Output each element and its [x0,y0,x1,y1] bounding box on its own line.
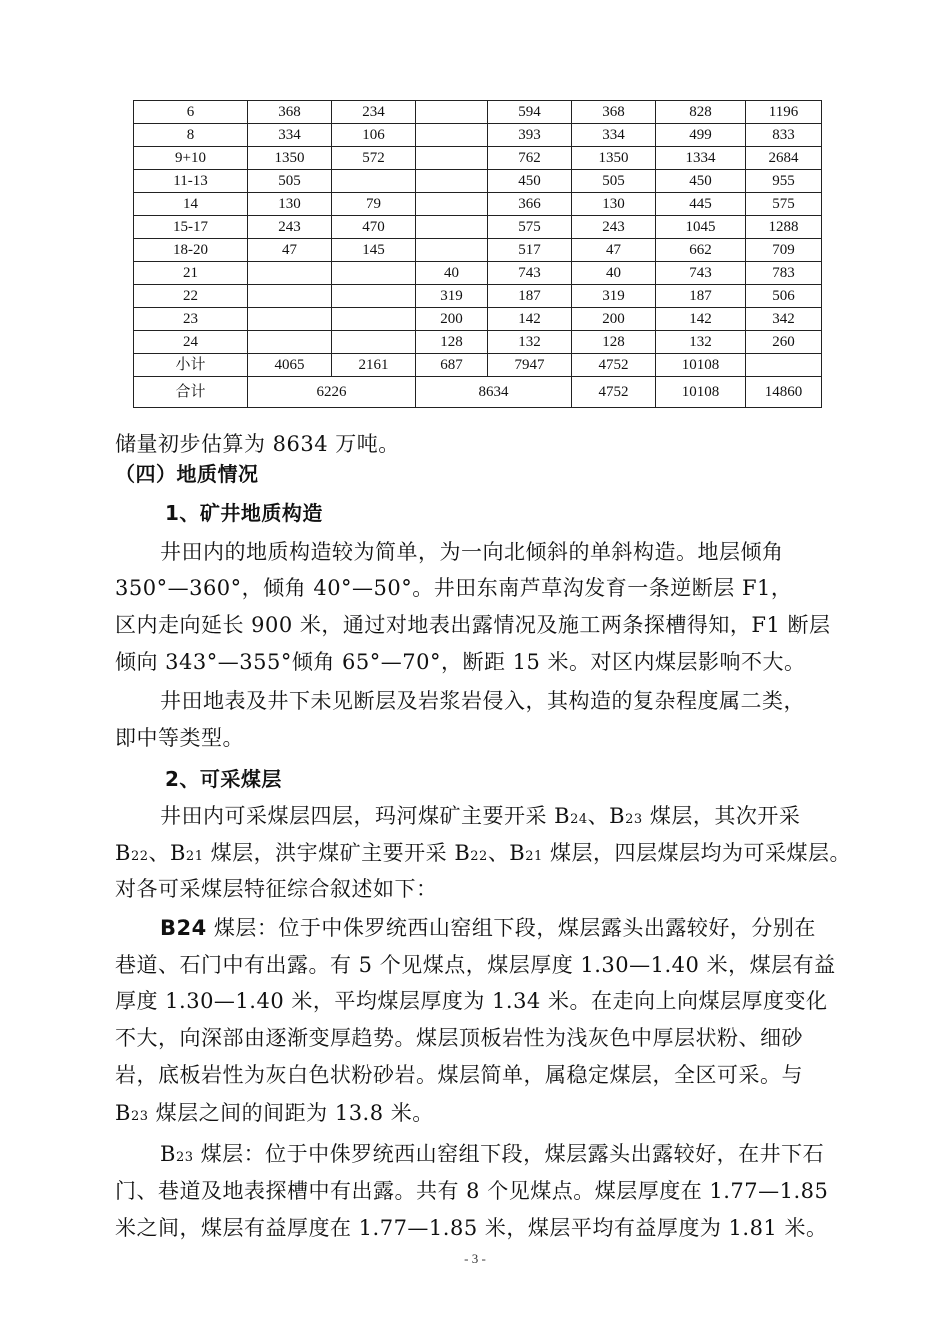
table-cell: 450 [656,170,746,193]
seam-cell: 14 [134,193,248,216]
table-cell [416,193,488,216]
subscript: 22 [470,849,488,864]
text-run: 煤层：位于中侏罗统西山窑组下段，煤层露头出露较好，在井下石 [193,1142,825,1166]
table-cell [416,147,488,170]
reserve-table [133,100,822,408]
table-cell: 1350 [248,147,332,170]
table-cell: 40 [416,262,488,285]
paragraph-line: 岩，底板岩性为灰白色状粉砂岩。煤层简单，属稳定煤层，全区可采。与 [115,1063,803,1087]
table-cell: 106 [332,124,416,147]
subsection-heading: 2、可采煤层 [165,767,282,791]
seam-cell: 23 [134,308,248,331]
table-row [134,285,822,308]
paragraph-line: 井田地表及井下未见断层及岩浆岩侵入，其构造的复杂程度属二类， [160,689,805,713]
table-cell [416,216,488,239]
table-cell: 260 [746,331,822,354]
subscript: 23 [175,1150,194,1165]
subscript: 23 [130,1109,149,1124]
table-cell: 142 [488,308,572,331]
table-cell: 234 [332,101,416,124]
table-body [134,101,822,377]
table-cell [416,124,488,147]
section-heading: （四）地质情况 [115,462,259,486]
text-run: B [160,1142,176,1166]
table-cell: 366 [488,193,572,216]
paragraph-line: 门、巷道及地表探槽中有出露。共有 8 个见煤点。煤层厚度在 1.77—1.85 [115,1179,829,1203]
table-cell: 10108 [656,354,746,377]
table-cell [746,354,822,377]
table-cell [332,170,416,193]
paragraph-line: 不大，向深部由逐渐变厚趋势。煤层顶板岩性为浅灰色中厚层状粉、细砂 [115,1026,803,1050]
total-cell: 8634 [416,377,572,408]
table-cell: 7947 [488,354,572,377]
paragraph-line [160,800,800,830]
seam-cell: 15-17 [134,216,248,239]
text-run: 、B [487,841,526,865]
table-row [134,331,822,354]
paragraph-line: 350°—360°，倾角 40°—50°。井田东南芦草沟发育一条逆断层 F1， [115,576,793,600]
table-cell: 2161 [332,354,416,377]
paragraph-line: 米之间，煤层有益厚度在 1.77—1.85 米，煤层平均有益厚度为 1.81 米。 [115,1216,828,1240]
seam-label: B24 [160,916,207,940]
text-run: 、B [587,804,626,828]
table-cell [332,308,416,331]
table-cell: 783 [746,262,822,285]
table-cell: 470 [332,216,416,239]
table-cell: 1334 [656,147,746,170]
table-total-row [134,377,822,408]
table-cell: 128 [572,331,656,354]
table-cell: 499 [656,124,746,147]
table-cell: 709 [746,239,822,262]
table-cell: 334 [248,124,332,147]
table-cell: 828 [656,101,746,124]
text-run: 煤层之间的间距为 13.8 米。 [148,1101,434,1125]
table-cell: 40 [572,262,656,285]
table-cell: 145 [332,239,416,262]
table-row [134,101,822,124]
table-cell: 187 [656,285,746,308]
total-cell: 4752 [572,377,656,408]
text-run: 煤层，洪宇煤矿主要开采 B [203,841,471,865]
table-cell: 1196 [746,101,822,124]
table-cell: 505 [248,170,332,193]
paragraph-line: 倾向 343°—355°倾角 65°—70°，断距 15 米。对区内煤层影响不大。 [115,650,806,674]
table-cell [248,331,332,354]
table-cell: 132 [656,331,746,354]
table-row [134,216,822,239]
seam-cell: 6 [134,101,248,124]
table-cell: 368 [248,101,332,124]
paragraph-line [160,1138,824,1168]
subsection-heading: 1、矿井地质构造 [165,501,323,525]
text-run: 井田内可采煤层四层，玛河煤矿主要开采 B [160,804,571,828]
text-run: 煤层，四层煤层均为可采煤层。 [542,841,851,865]
table-cell: 575 [488,216,572,239]
table-cell: 128 [416,331,488,354]
table-cell [332,331,416,354]
table-cell: 142 [656,308,746,331]
table-row [134,170,822,193]
table-cell: 517 [488,239,572,262]
table-cell: 1045 [656,216,746,239]
table-cell [416,239,488,262]
table-cell: 334 [572,124,656,147]
reserve-estimate-line: 储量初步估算为 8634 万吨。 [115,432,400,456]
table-row [134,262,822,285]
table-cell: 187 [488,285,572,308]
total-label-cell: 合计 [134,377,248,408]
table-row [134,239,822,262]
subscript: 23 [625,812,643,827]
table-row [134,354,822,377]
table-cell [248,308,332,331]
table-cell: 319 [572,285,656,308]
paragraph-line: 对各可采煤层特征综合叙述如下： [115,877,438,901]
table-cell [332,285,416,308]
table-cell: 445 [656,193,746,216]
subscript: 21 [185,849,204,864]
table-cell: 368 [572,101,656,124]
seam-cell: 9+10 [134,147,248,170]
seam-cell: 21 [134,262,248,285]
seam-cell: 11-13 [134,170,248,193]
table-row [134,124,822,147]
seam-cell: 小计 [134,354,248,377]
table-cell: 762 [488,147,572,170]
text-run: 煤层，其次开采 [642,804,801,828]
table-cell [248,285,332,308]
table-cell: 4752 [572,354,656,377]
table-cell: 743 [656,262,746,285]
table-row [134,193,822,216]
paragraph-line [160,912,816,942]
subscript: 24 [570,812,588,827]
table-cell: 319 [416,285,488,308]
paragraph-line [115,837,851,867]
table-cell: 1288 [746,216,822,239]
table-cell: 743 [488,262,572,285]
page-number: - 3 - [464,1251,486,1266]
table-cell: 450 [488,170,572,193]
table-cell [416,170,488,193]
table-row [134,147,822,170]
table-cell: 2684 [746,147,822,170]
table-cell: 132 [488,331,572,354]
table-cell: 200 [416,308,488,331]
table-cell: 393 [488,124,572,147]
text-run: 煤层：位于中侏罗统西山窑组下段，煤层露头出露较好，分别在 [206,916,816,940]
seam-cell: 22 [134,285,248,308]
seam-cell: 8 [134,124,248,147]
table-cell: 955 [746,170,822,193]
paragraph-line: 井田内的地质构造较为简单，为一向北倾斜的单斜构造。地层倾角 [160,540,784,564]
table-cell: 243 [248,216,332,239]
table-cell: 594 [488,101,572,124]
table-cell: 572 [332,147,416,170]
table-cell: 833 [746,124,822,147]
table-cell: 47 [572,239,656,262]
paragraph-line: 即中等类型。 [115,726,244,750]
total-cell: 10108 [656,377,746,408]
table-cell [248,262,332,285]
text-run: B [115,841,131,865]
table-cell: 200 [572,308,656,331]
table-cell: 79 [332,193,416,216]
table-cell: 687 [416,354,488,377]
paragraph-line: 区内走向延长 900 米，通过对地表出露情况及施工两条探槽得知，F1 断层 [115,613,831,637]
total-cell: 6226 [248,377,416,408]
seam-cell: 24 [134,331,248,354]
subscript: 22 [130,849,149,864]
table-cell: 342 [746,308,822,331]
table-cell: 130 [248,193,332,216]
text-run: 、B [148,841,186,865]
paragraph-line: 巷道、石门中有出露。有 5 个见煤点，煤层厚度 1.30—1.40 米，煤层有益 [115,953,836,977]
table-cell: 506 [746,285,822,308]
table-cell [416,101,488,124]
subscript: 21 [525,849,543,864]
table-cell: 505 [572,170,656,193]
table-cell: 662 [656,239,746,262]
table-cell [332,262,416,285]
table-cell: 575 [746,193,822,216]
table-cell: 130 [572,193,656,216]
paragraph-line [115,1097,434,1127]
table-cell: 1350 [572,147,656,170]
table-cell: 243 [572,216,656,239]
table-cell: 4065 [248,354,332,377]
table-cell: 47 [248,239,332,262]
seam-cell: 18-20 [134,239,248,262]
text-run: B [115,1101,131,1125]
total-cell: 14860 [746,377,822,408]
table-row [134,308,822,331]
paragraph-line: 厚度 1.30—1.40 米，平均煤层厚度为 1.34 米。在走向上向煤层厚度变化 [115,989,828,1013]
